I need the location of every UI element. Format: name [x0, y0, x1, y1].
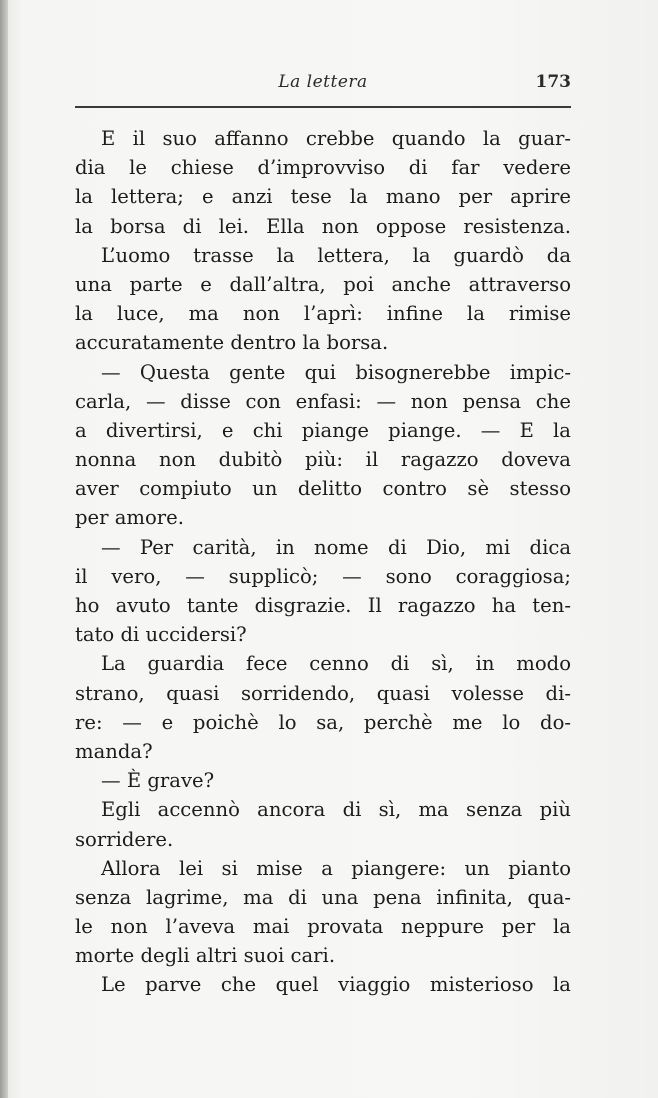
text-line: ho avuto tante disgrazie. Il ragazzo ha ten- — [75, 594, 571, 617]
text-line: per amore. — [75, 506, 184, 530]
text-line: manda? — [75, 739, 153, 763]
text-line: Le parve che quel viaggio misterioso la — [101, 973, 571, 997]
text-line: il vero, — supplicò; — sono coraggiosa; — [75, 564, 571, 588]
text-line: le non l’aveva mai provata neppure per la — [75, 915, 571, 939]
text-line: — Per carità, in nome di Dio, mi dica — [101, 535, 571, 559]
text-line: dia le chiese d’improvviso di far vedere — [75, 156, 571, 180]
text-line: re: — e poichè lo sa, perchè me lo do- — [75, 710, 571, 734]
text-line: — Questa gente qui bisognerebbe impic- — [101, 360, 571, 384]
text-line: carla, — disse con enfasi: — non pensa che — [75, 389, 571, 413]
text-line: aver compiuto un delitto contro sè stesso — [75, 477, 571, 501]
text-line: sorridere. — [75, 827, 174, 851]
text-line: — È grave? — [101, 769, 215, 793]
text-line: una parte e dall’altra, poi anche attraverso — [75, 272, 571, 296]
text-line: Allora lei si mise a piangere: un pianto — [101, 856, 571, 880]
text-line: la lettera; e anzi tese la mano per aprire — [75, 185, 571, 209]
text-line: tato di uccidersi? — [75, 623, 247, 647]
book-spine-shadow — [0, 0, 8, 1098]
page-header — [75, 72, 571, 102]
header-rule — [75, 106, 571, 108]
text-line: strano, quasi sorridendo, quasi volesse di- — [75, 681, 571, 705]
body-text — [75, 124, 571, 1000]
text-line: a divertirsi, e chi piange piange. — E la — [75, 418, 571, 442]
text-line: la borsa di lei. Ella non oppose resistenza. — [75, 214, 571, 238]
text-line: nonna non dubitò più: il ragazzo doveva — [75, 448, 571, 472]
text-line: Egli accennò ancora di sì, ma senza più — [101, 798, 571, 822]
text-line: L’uomo trasse la lettera, la guardò da — [101, 243, 571, 267]
running-title: La lettera — [278, 72, 368, 92]
text-line: E il suo affanno crebbe quando la guar- — [101, 127, 571, 150]
text-line: morte degli altri suoi cari. — [75, 944, 336, 968]
text-line: la luce, ma non l’aprì: infine la rimise — [75, 302, 571, 326]
text-line: senza lagrime, ma di una pena infinita, qua- — [75, 885, 571, 909]
text-line: accuratamente dentro la borsa. — [75, 331, 389, 355]
text-line: La guardia fece cenno di sì, in modo — [101, 652, 571, 676]
page-number: 173 — [535, 72, 571, 92]
